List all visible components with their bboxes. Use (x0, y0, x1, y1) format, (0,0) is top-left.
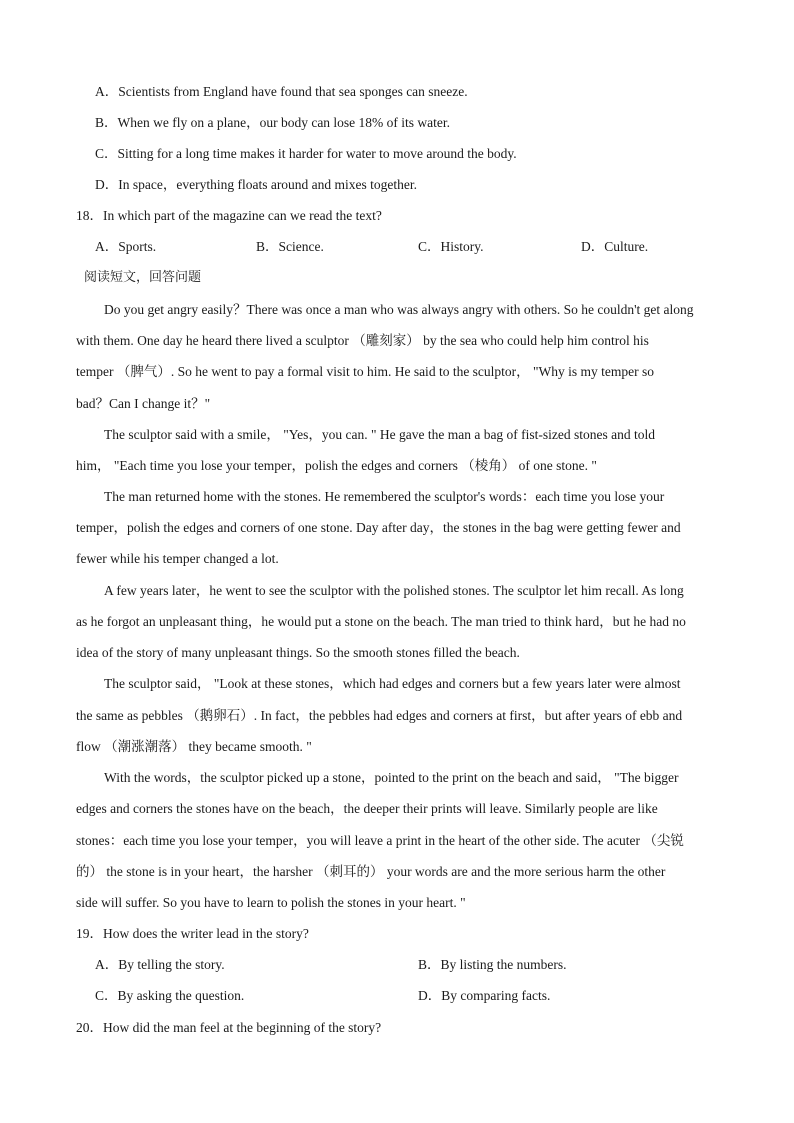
q18-stem: 18．In which part of the magazine can we read the text? (76, 208, 382, 223)
passage-line: bad？Can I change it？" (76, 396, 211, 411)
q19-option-d: D．By comparing facts. (418, 988, 551, 1003)
passage-line: temper （脾气）. So he went to pay a formal visit to him. He said to the sculptor， "Why is my temper so (76, 364, 655, 379)
q17-option-b: B．When we fly on a plane，our body can lose 18% of its water. (95, 115, 451, 130)
passage-line: fewer while his temper changed a lot. (76, 551, 279, 566)
passage-line: The sculptor said with a smile， "Yes，you can. " He gave the man a bag of fist-sized stones and told (104, 427, 656, 442)
passage-line: The sculptor said， "Look at these stones，which had edges and corners but a few years later were almost (104, 676, 681, 691)
q19-option-b: B．By listing the numbers. (418, 957, 567, 972)
q19-option-a: A．By telling the story. (95, 957, 225, 972)
q17-option-a: A．Scientists from England have found that sea sponges can sneeze. (95, 84, 468, 99)
passage-line: The man returned home with the stones. He remembered the sculptor's words：each time you lose your (104, 489, 665, 504)
q17-option-d: D．In space，everything floats around and mixes together. (95, 177, 418, 192)
passage-line: with them. One day he heard there lived a sculptor （雕刻家） by the sea who could help him control his (76, 333, 649, 348)
q20-stem: 20．How did the man feel at the beginning of the story? (76, 1020, 382, 1035)
q19-stem: 19．How does the writer lead in the story? (76, 926, 309, 941)
passage-line: idea of the story of many unpleasant things. So the smooth stones filled the beach. (76, 645, 520, 660)
passage-line: side will suffer. So you have to learn to polish the stones in your heart. " (76, 895, 466, 910)
passage-line: as he forgot an unpleasant thing，he would put a stone on the beach. The man tried to think hard，but he had no (76, 614, 686, 629)
passage-line: Do you get angry easily？There was once a man who was always angry with others. So he couldn't get along (104, 302, 694, 317)
q18-option-d: D．Culture. (581, 239, 649, 254)
passage-line: A few years later，he went to see the sculptor with the polished stones. The sculptor let him recall. As long (104, 583, 684, 598)
passage-line: edges and corners the stones have on the beach，the deeper their prints will leave. Similarly people are like (76, 801, 658, 816)
passage-line: 的） the stone is in your heart，the harsher （刺耳的） your words are and the more serious harm the other (76, 864, 666, 879)
passage-line: stones：each time you lose your temper，you will leave a print in the heart of the other side. The acuter （尖锐 (76, 833, 684, 848)
section-instruction: 阅读短文，回答问题 (84, 270, 202, 285)
passage-line: temper，polish the edges and corners of one stone. Day after day，the stones in the bag were getting fewer and (76, 520, 681, 535)
q18-option-a: A．Sports. (95, 239, 157, 254)
q18-option-c: C．History. (418, 239, 484, 254)
passage-line: flow （潮涨潮落） they became smooth. " (76, 739, 312, 754)
passage-line: With the words，the sculptor picked up a stone，pointed to the print on the beach and said， "The bigger (104, 770, 679, 785)
passage-line: the same as pebbles （鹅卵石）. In fact，the pebbles had edges and corners at first，but after years of ebb and (76, 708, 683, 723)
q19-option-c: C．By asking the question. (95, 988, 245, 1003)
q18-option-b: B．Science. (256, 239, 324, 254)
q17-option-c: C．Sitting for a long time makes it harder for water to move around the body. (95, 146, 517, 161)
passage-line: him， "Each time you lose your temper，polish the edges and corners （棱角） of one stone. " (76, 458, 597, 473)
